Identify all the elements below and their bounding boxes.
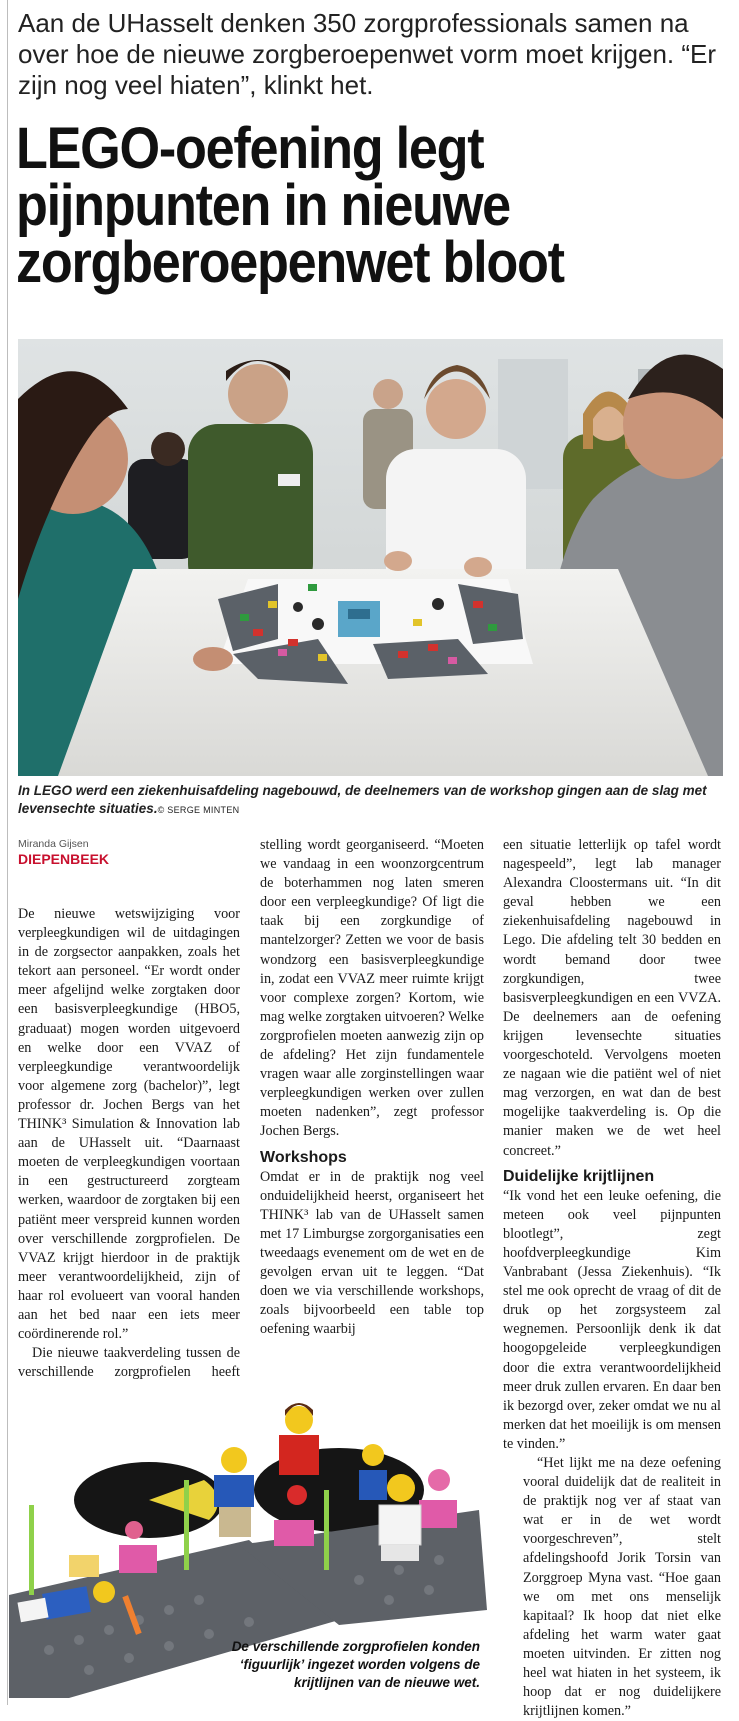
photo-caption-2: De verschillende zorgprofielen konden ‘figuurlijk’ ingezet worden volgens de krijtlijnen van de nieuwe wet. xyxy=(231,1639,480,1690)
byline xyxy=(18,838,109,867)
paragraph: Omdat er in de praktijk nog veel onduidelijkheid heerst, organiseert het THINK³ lab van de UHasselt samen met 17 Limburgse zorgorganisaties een tweedaags evenement om de wet en de gevolgen ervan uit te leggen. “Dat doen we via verschillende workshops, zoals bijvoorbeeld een table top oefening waarbij xyxy=(260,1168,484,1338)
photo-caption xyxy=(18,782,723,819)
paragraph: stelling wordt georganiseerd. “Moeten we vandaag in een woonzorgcentrum de boterhammen nog laten smeren door een verpleegkundige? Of ligt die taak bij een zorgkundige of mantelzorger? Zetten we voor de basis wondzorg een basisverpleegkundige in, zodat een VVAZ meer ruimte krijgt voor complexe zorgen? Kortom, wie mag welke zorgtaken uitvoeren? Welke zorgprofielen moeten aanwezig zijn op de afdeling? Het zijn fundamentele vragen waar alle zorginstellingen waar verpleegkundigen werken over zullen moeten nadenken”, zegt professor Jochen Bergs. xyxy=(260,837,484,1140)
dateline-place: DIEPENBEEK xyxy=(18,851,110,867)
headline: LEGO-oefening legt pijnpunten in nieuwe zorgberoepenwet bloot xyxy=(16,116,564,295)
subheading-krijtlijnen: Duidelijke krijtlijnen xyxy=(503,1167,655,1185)
paragraph: een situatie letterlijk op tafel wordt nagespeeld”, legt lab manager Alexandra Cloostermans uit. “In dit geval hebben we een ziekenhuisafdeling nagebouwd in Lego. Die afdeling telt 30 bedden en wordt bemand door twee zorgkundigen, twee basisverpleegkundigen en een VVZA. De deelnemers aan de oefening krijgen levensechte situaties voorgeschoteld. Vervolgens moeten ze nagaan wie die patiënt wel of niet mag verzorgen, en wat dan de best mogelijke taakverdeling is. Op die manier maken we de wet heel concreet.” xyxy=(503,837,721,1159)
author-name: Miranda Gijsen xyxy=(18,838,89,850)
paragraph: De nieuwe wetswijziging voor verpleegkundigen wil de uitdagingen in de zorgsector aanpakken, zoals het tekort aan personeel. “Er wordt onder meer afgelijnd welke zorgtaken door een basisverpleegkundige (HBO5, graduaat) mogen worden uitgevoerd en welke door een VVAZ of verpleegkundige verantwoordelijk voor algemene zorg (bachelor)”, legt professor dr. Jochen Bergs van het THINK³ Simulation & Innovation lab aan de UHasselt uit. “Daarnaast moeten de verpleegkundigen voortaan in een gestructureerd zorgteam werken, waardoor de zorgtaken bij een patiënt meer verspreid kunnen worden over verschillende zorgprofielen. De VVAZ krijgt hierdoor in de praktijk meer verantwoordelijkheid, zijn of haar rol evolueert van vooral handen aan het bed naar een iets meer coördinerende rol.” xyxy=(18,906,240,1343)
photo-credit: © SERGE MINTEN xyxy=(157,805,240,815)
column-rule xyxy=(7,0,8,1705)
article-column-1 xyxy=(18,905,240,1421)
paragraph: “Ik vond het een leuke oefening, die meteen ook veel pijnpunten blootlegt”, zegt hoofdverpleegkundige Kim Vanbrabant (Jessa Ziekenhuis). “Ik stel me ook oprecht de vraag of dit de druk op het zorgsysteem zal wegnemen. Persoonlijk denk ik dat hoogopgeleide verpleegkundigen door die extra verantwoordelijkheid meer druk zullen ervaren. En daar ben ik bezorgd over, zeker omdat we nu al merken dat het moeilijk is om mensen te vinden.” xyxy=(503,1187,721,1452)
workshop-photo xyxy=(18,339,723,776)
subheading-workshops: Workshops xyxy=(260,1148,347,1166)
article-column-2 xyxy=(260,836,484,1339)
article-column-3 xyxy=(503,836,721,1721)
caption-text: In LEGO werd een ziekenhuisafdeling nagebouwd, de deelnemers van de workshop gingen aan de slag met levensechte situaties. xyxy=(18,783,707,816)
paragraph: “Het lijkt me na deze oefening vooral duidelijk dat de realiteit in de praktijk nog ver af staat van wat er in de wet wordt voorgeschreven”, stelt afdelingshoofd Jorik Torsin van Zorggroep Myna vast. “Hoe gaan we om met ons menselijk kapitaal? Ik hoop dat niet elke afdeling het warm water gaat moeten uitvinden. Er zitten nog heel wat hiaten in het systeem, ik hoop dat er nog duidelijkere krijtlijnen komen.” xyxy=(523,1455,721,1720)
intro-text: Aan de UHasselt denken 350 zorgprofessionals samen na over hoe de nieuwe zorgberoepenwet vorm moet krijgen. “Er zijn nog veel hiaten”, klinkt het. xyxy=(18,8,717,100)
paragraph: Die nieuwe taakverdeling tussen de verschillende zorgprofielen heeft xyxy=(18,1345,240,1381)
